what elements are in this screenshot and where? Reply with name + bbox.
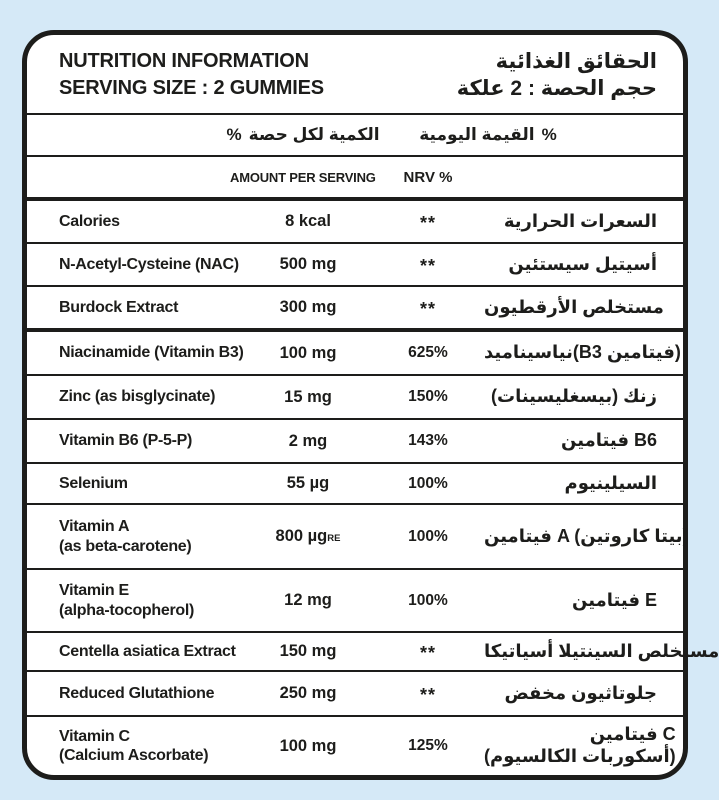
amount-text: 300 mg bbox=[279, 298, 337, 316]
nutrient-name-ar-line1: مستخلص الأرقطيون bbox=[484, 296, 664, 317]
nutrient-name-en-line1: Niacinamide (Vitamin B3) bbox=[59, 344, 244, 362]
nrv-header: NRV % bbox=[403, 168, 453, 186]
title-arabic bbox=[457, 48, 657, 103]
nutrient-name-ar-line2: (أسكوربات الكالسيوم) bbox=[484, 746, 676, 766]
nutrient-name-ar-line1: زنك (بيسغليسينات) bbox=[490, 386, 657, 407]
amount-value bbox=[244, 737, 372, 756]
nutrient-name-ar-line1: نياسيناميد(B3 فيتامين) bbox=[484, 342, 681, 363]
nutrient-name-en-line1: Zinc (as bisglycinate) bbox=[59, 388, 216, 406]
nutrient-name-ar bbox=[484, 590, 657, 612]
nutrient-name-en bbox=[59, 474, 244, 493]
daily-value-header-ar bbox=[417, 115, 559, 155]
nutrient-name-ar bbox=[484, 526, 689, 548]
nutrient-name-en bbox=[59, 255, 244, 274]
table-row bbox=[27, 717, 683, 775]
column-headers-english-row bbox=[27, 157, 683, 197]
nutrient-name-ar bbox=[484, 683, 657, 705]
nutrient-name-ar bbox=[484, 342, 681, 364]
nutrient-name-en bbox=[59, 212, 244, 231]
table-row bbox=[27, 287, 683, 328]
nutrient-name-en-line1: Vitamin C bbox=[59, 727, 130, 745]
table-row bbox=[27, 420, 683, 462]
amount-value bbox=[244, 527, 372, 546]
amount-value bbox=[244, 684, 372, 703]
amount-text: 8 kcal bbox=[285, 212, 331, 230]
amount-text: 500 mg bbox=[279, 255, 337, 273]
amount-value bbox=[244, 642, 372, 661]
nutrient-name-en bbox=[59, 684, 244, 703]
amount-text: 250 mg bbox=[279, 684, 337, 702]
nutrient-name-ar bbox=[484, 430, 657, 452]
nrv-value bbox=[372, 344, 484, 362]
amount-text: 15 mg bbox=[284, 387, 332, 406]
nrv-value bbox=[372, 475, 484, 493]
nutrient-name-en bbox=[59, 431, 244, 450]
nrv-value bbox=[372, 254, 484, 275]
nutrient-name-en bbox=[59, 387, 244, 406]
nutrient-name-en-line2: (Calcium Ascorbate) bbox=[59, 747, 209, 764]
nutrient-name-en-line1: Burdock Extract bbox=[59, 298, 179, 316]
nutrient-name-ar bbox=[484, 254, 657, 276]
table-row bbox=[27, 633, 719, 670]
nutrient-name-ar-line1: السيلينيوم bbox=[564, 472, 657, 493]
nutrient-name-ar bbox=[484, 386, 657, 408]
nutrient-name-en bbox=[59, 343, 244, 362]
nutrient-name-en bbox=[59, 298, 244, 317]
amount-value bbox=[244, 388, 372, 407]
nrv-text: 100% bbox=[408, 591, 448, 609]
amount-per-serving-header: AMOUNT PER SERVING bbox=[230, 169, 376, 185]
nrv-value bbox=[372, 528, 484, 546]
amount-value bbox=[244, 432, 372, 451]
nrv-value bbox=[372, 388, 484, 406]
table-row bbox=[27, 244, 683, 285]
title-serving-size: SERVING SIZE : 2 GUMMIES bbox=[59, 77, 324, 99]
amount-per-serving-label-ar: الكمية لكل حصة bbox=[248, 125, 380, 144]
nrv-value bbox=[372, 297, 484, 318]
nrv-text: ** bbox=[419, 685, 436, 705]
nutrient-name-ar-line1: جلوتاثيون مخفض bbox=[504, 682, 657, 703]
amount-text: 100 mg bbox=[279, 343, 337, 362]
nutrient-name-en-line1: Reduced Glutathione bbox=[59, 684, 215, 702]
amount-value bbox=[244, 298, 372, 317]
amount-text: 100 mg bbox=[279, 736, 337, 755]
amount-text: 55 µg bbox=[286, 474, 330, 492]
nutrient-name-en bbox=[59, 727, 244, 765]
amount-text: 12 mg bbox=[284, 591, 332, 609]
nutrient-name-en-line1: Centella asiatica Extract bbox=[59, 642, 236, 660]
nrv-text: ** bbox=[419, 256, 436, 276]
nutrient-name-ar bbox=[484, 724, 676, 767]
nutrient-name-ar bbox=[484, 297, 664, 319]
table-row bbox=[27, 570, 683, 631]
table-row bbox=[27, 464, 683, 503]
nutrient-name-en-line1: N-Acetyl-Cysteine (NAC) bbox=[59, 255, 239, 273]
amount-text: 800 µg bbox=[275, 527, 328, 545]
column-headers-arabic-row bbox=[27, 115, 683, 155]
nutrient-name-en-line2: (alpha-tocopherol) bbox=[59, 601, 195, 619]
table-row bbox=[27, 201, 683, 242]
amount-text: 2 mg bbox=[288, 431, 328, 450]
nrv-value bbox=[372, 683, 484, 704]
nutrient-name-ar bbox=[484, 211, 657, 233]
nutrient-name-en-line1: Vitamin E bbox=[59, 582, 129, 600]
nutrient-name-ar-line1: أسيتيل سيستئين bbox=[508, 253, 657, 274]
amount-value bbox=[244, 212, 372, 231]
nrv-text: 100% bbox=[408, 527, 448, 545]
nutrient-name-ar-line1: فيتامين A (بيتا كاروتين) bbox=[484, 525, 689, 546]
nutrient-name-en-line2: (as beta-carotene) bbox=[59, 537, 192, 555]
nrv-value bbox=[372, 592, 484, 610]
nutrient-name-en bbox=[59, 642, 244, 661]
amount-value bbox=[244, 344, 372, 363]
percent-sign: % bbox=[541, 125, 557, 144]
nutrient-name-en bbox=[59, 517, 244, 555]
nutrient-name-ar-line1: فيتامين B6 bbox=[561, 430, 657, 451]
percent-sign: % bbox=[226, 125, 242, 144]
nutrient-name-en bbox=[59, 581, 244, 619]
nutrient-name-en-line1: Vitamin B6 (P-5-P) bbox=[59, 432, 192, 450]
title-nutrition-information: NUTRITION INFORMATION bbox=[59, 50, 309, 72]
nrv-value bbox=[372, 641, 484, 662]
daily-value-label-ar: القيمة اليومية bbox=[419, 125, 535, 144]
nutrient-name-ar bbox=[484, 641, 719, 663]
title-nutrition-information-ar: الحقائق الغذائية bbox=[495, 49, 657, 73]
nutrient-table-body bbox=[27, 201, 719, 775]
nutrient-name-ar-line1: السعرات الحرارية bbox=[503, 210, 657, 231]
nrv-text: 125% bbox=[408, 737, 448, 754]
nrv-text: ** bbox=[419, 213, 436, 233]
table-row bbox=[27, 505, 689, 568]
title-english bbox=[59, 48, 324, 102]
nutrition-facts-card bbox=[22, 30, 719, 780]
nrv-text: 100% bbox=[408, 474, 448, 492]
table-row bbox=[27, 376, 683, 418]
table-row bbox=[27, 332, 683, 374]
label-title-row bbox=[27, 35, 683, 113]
amount-value bbox=[244, 474, 372, 493]
nrv-value bbox=[372, 432, 484, 450]
nrv-text: 143% bbox=[408, 432, 448, 449]
nrv-text: 625% bbox=[408, 344, 448, 361]
nrv-value bbox=[372, 737, 484, 755]
amount-value bbox=[244, 255, 372, 274]
title-serving-size-ar: حجم الحصة : 2 علكة bbox=[456, 77, 657, 100]
amount-text: 150 mg bbox=[279, 642, 337, 660]
nrv-text: 150% bbox=[408, 388, 448, 405]
nutrient-name-ar bbox=[484, 473, 657, 495]
nutrient-name-ar-line1: فيتامين C bbox=[589, 724, 676, 745]
nutrient-name-en-line1: Calories bbox=[59, 212, 120, 230]
nrv-text: ** bbox=[419, 299, 436, 319]
nutrient-name-ar-line1: مستخلص السينتيلا أسياتيكا bbox=[484, 640, 719, 661]
nutrient-name-ar-line1: فيتامين E bbox=[572, 589, 657, 610]
nutrient-name-en-line1: Selenium bbox=[59, 474, 128, 492]
table-row bbox=[27, 672, 683, 715]
amount-per-serving-header-ar bbox=[213, 115, 393, 155]
nrv-value bbox=[372, 211, 484, 232]
nrv-text: ** bbox=[419, 643, 436, 663]
nutrient-name-en-line1: Vitamin A bbox=[59, 518, 130, 536]
amount-unit-small: RE bbox=[327, 533, 341, 544]
amount-value bbox=[244, 591, 372, 610]
